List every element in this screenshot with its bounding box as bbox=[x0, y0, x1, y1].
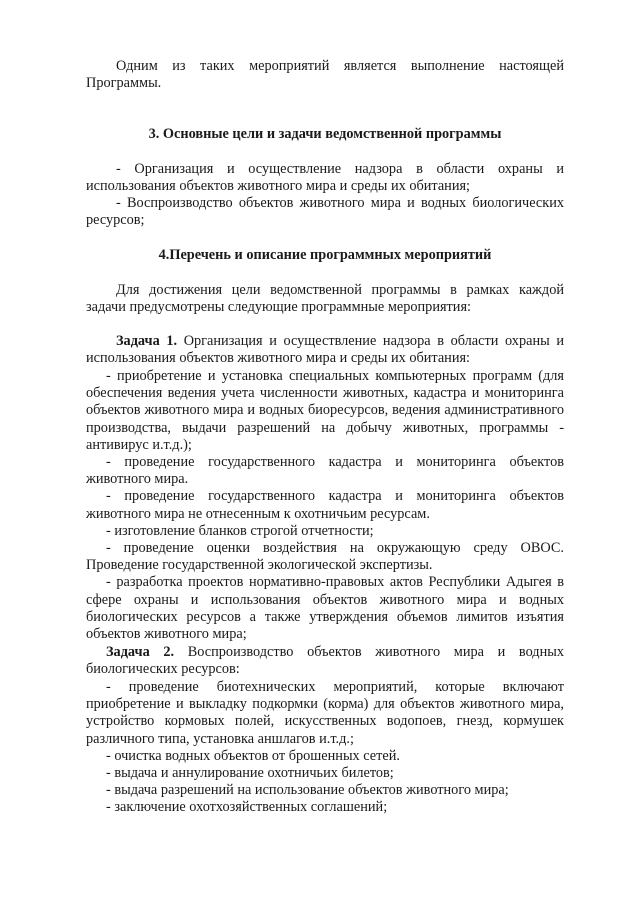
list-item: - проведение государственного кадастра и мониторинга объектов животного мира. bbox=[86, 454, 564, 488]
task-1-label: Задача 1. bbox=[116, 333, 178, 349]
task-2-paragraph bbox=[86, 644, 564, 678]
list-item: - выдача и аннулирование охотничьих билетов; bbox=[106, 765, 394, 782]
list-item: - проведение оценки воздействия на окружающую среду ОВОС. Проведение государственной экологической экспертизы. bbox=[86, 540, 564, 574]
list-item: - проведение государственного кадастра и мониторинга объектов животного мира не отнесенным к охотничьим ресурсам. bbox=[86, 488, 564, 522]
intro-paragraph: Одним из таких мероприятий является выполнение настоящей Программы. bbox=[86, 58, 564, 92]
list-item: - разработка проектов нормативно-правовых актов Республики Адыгея в сфере охраны и использования объектов животного мира и водных биологических ресурсов а также утверждения объемов лимитов изъятия объектов животного мира; bbox=[86, 574, 564, 643]
task-1-text: Организация и осуществление надзора в области охраны и использования объектов животного мира и среды их обитания: bbox=[86, 333, 564, 367]
list-item: - проведение биотехнических мероприятий, которые включают приобретение и выкладку подкормки (корма) для объектов животного мира, устройство кормовых полей, искусственных водопоев, гнезд, кормушек различного типа, установка аншлагов и.т.д.; bbox=[86, 679, 564, 747]
section-4-lead: Для достижения цели ведомственной программы в рамках каждой задачи предусмотрены следующие программные мероприятия: bbox=[86, 282, 564, 316]
list-item: - изготовление бланков строгой отчетности; bbox=[106, 522, 374, 539]
task-2-label: Задача 2. bbox=[106, 644, 175, 660]
task-2-list bbox=[86, 679, 564, 817]
task-1-paragraph bbox=[86, 333, 564, 367]
task-1-list bbox=[86, 368, 564, 643]
list-item: - приобретение и установка специальных компьютерных программ (для обеспечения ведения учета численности животных, кадастра и мониторинга объектов животного мира и водных биоресурсов, ведения административного производства, выдачи разрешений на добычу животных, программы - антивирус и.т.д.); bbox=[86, 368, 564, 453]
section-3-heading: 3. Основные цели и задачи ведомственной программы bbox=[148, 126, 502, 142]
task-2-text: Воспроизводство объектов животного мира и водных биологических ресурсов: bbox=[86, 644, 564, 678]
section-3-item: - Организация и осуществление надзора в области охраны и использования объектов животного мира и среды их обитания; bbox=[86, 161, 564, 195]
list-item: - выдача разрешений на использование объектов животного мира; bbox=[106, 782, 509, 799]
section-4-heading: 4.Перечень и описание программных мероприятий bbox=[158, 247, 492, 263]
list-item: - очистка водных объектов от брошенных сетей. bbox=[106, 747, 400, 764]
section-3-item: - Воспроизводство объектов животного мира и водных биологических ресурсов; bbox=[86, 195, 564, 229]
list-item: - заключение охотхозяйственных соглашений; bbox=[106, 799, 388, 816]
